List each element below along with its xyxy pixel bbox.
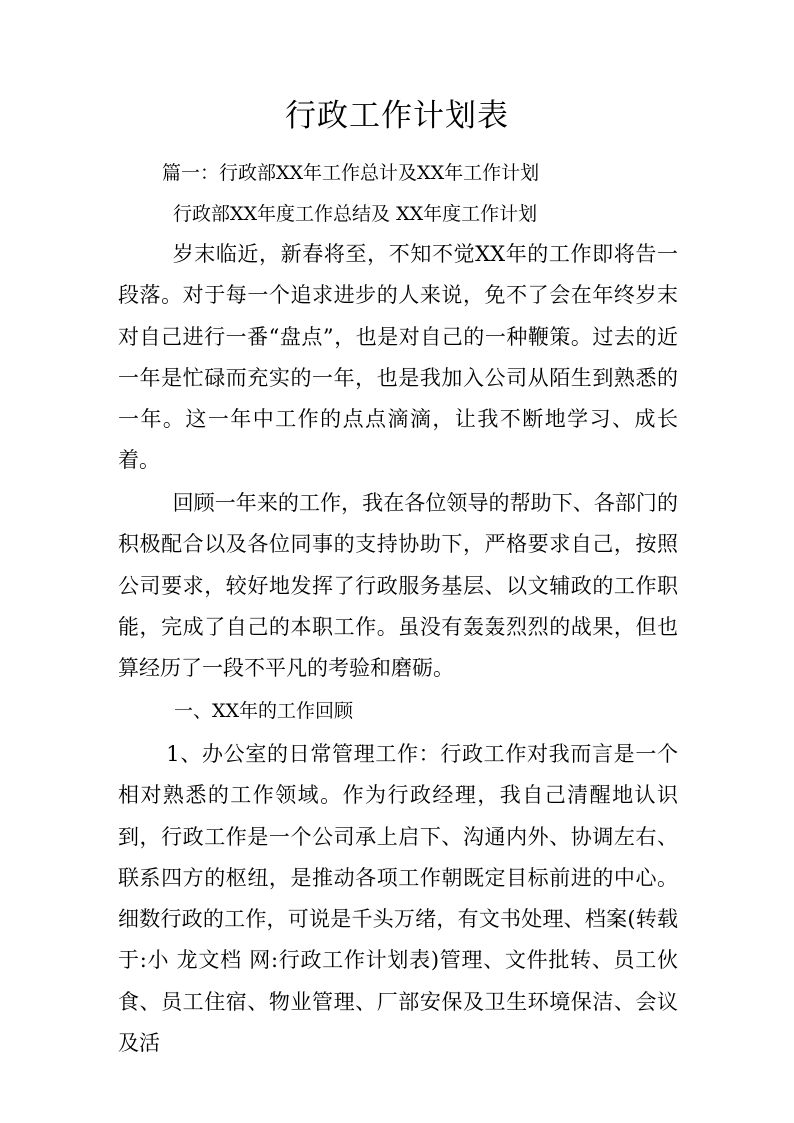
paragraph-office-management: 1、办公室的日常管理工作：行政工作对我而言是一个相对熟悉的工作领域。作为行政经理，我自己清醒地认识到，行政工作是一个公司承上启下、沟通内外、协调左右、联系四方的枢纽，是推动各项工作朝既定目标前进的中心。细数行政的工作，可说是千头万绪，有文书处理、档案(转载于:小 龙文档 网:行政工作计划表)管理、文件批转、员工伙食、员工住宿、物业管理、厂部安保及卫生环境保洁、会议及活	[118, 742, 678, 1056]
paragraph-review: 回顾一年来的工作，我在各位领导的帮助下、各部门的积极配合以及各位同事的支持协助下，严格要求自己，按照公司要求，较好地发挥了行政服务基层、以文辅政的工作职能，完成了自己的本职工作。虽没有轰轰烈烈的战果，但也算经历了一段不平凡的考验和磨砺。	[118, 491, 678, 681]
section-heading: 一、XX年的工作回顾	[174, 700, 354, 722]
document-title: 行政工作计划表	[285, 98, 509, 134]
paragraph-intro: 岁末临近，新春将至，不知不觉XX年的工作即将告一段落。对于每一个追求进步的人来说，免不了会在年终岁末对自己进行一番“盘点”，也是对自己的一种鞭策。过去的近一年是忙碌而充实的一年，也是我加入公司从陌生到熟悉的一年。这一年中工作的点点滴滴，让我不断地学习、成长着。	[118, 242, 678, 473]
subtitle-report-name: 行政部XX年度工作总结及 XX年度工作计划	[173, 203, 538, 225]
subtitle-part-one: 篇一：行政部XX年工作总计及XX年工作计划	[162, 162, 540, 184]
